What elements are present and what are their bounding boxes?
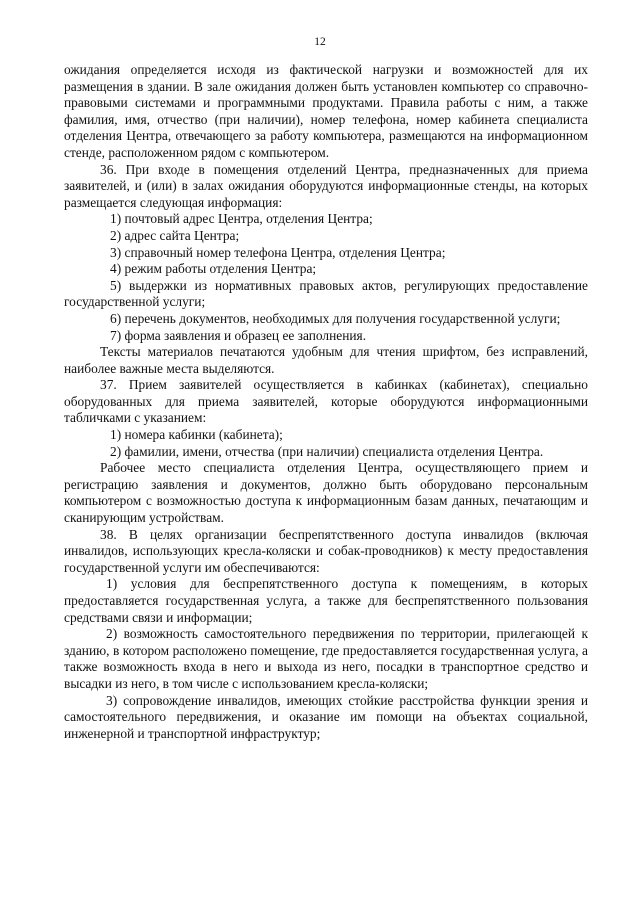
page-number: 12 (314, 36, 326, 48)
clause-36-item-4: 4) режим работы отделения Центра; (110, 261, 317, 277)
clause-37-item-2: 2) фамилии, имени, отчества (при наличии) специалиста отделения Центра. (110, 443, 544, 459)
paragraph-continuation: ожидания определяется исходя из фактической нагрузки и возможностей для их размещения в здании. В зале ожидания должен быть установлен компьютер со справочно-правовыми системами и программными продуктами. Правила работы с ним, а также фамилия, имя, отчество (при наличии), номер телефона, номер кабинета специалиста отделения Центра, отвечающего за работу компьютера, размещаются на информационном стенде, расположенном рядом с компьютером. (64, 62, 588, 160)
clause-36-item-6: 6) перечень документов, необходимых для получения государственной услуги; (110, 310, 561, 326)
clause-36-note: Тексты материалов печатаются удобным для чтения шрифтом, без исправлений, наиболее важные места выделяются. (64, 344, 588, 376)
clause-37: 37. Прием заявителей осуществляется в кабинках (кабинетах), специально оборудованных для приема заявителей, которые оборудуются информационными табличками с указанием: (64, 377, 588, 426)
clause-36-item-5: 5) выдержки из нормативных правовых актов, регулирующих предоставление государственной услуги; (64, 277, 588, 310)
clause-37-item-1: 1) номера кабинки (кабинета); (110, 427, 283, 443)
clause-36-item-3: 3) справочный номер телефона Центра, отделения Центра; (110, 244, 446, 260)
clause-38-item-3: 3) сопровождение инвалидов, имеющих стойкие расстройства функции зрения и самостоятельного передвижения, и оказание им помощи на объектах социальной, инженерной и транспортной инфраструктур; (64, 692, 588, 741)
document-body (64, 62, 588, 742)
clause-38: 38. В целях организации беспрепятственного доступа инвалидов (включая инвалидов, использующих кресла-коляски и собак-проводников) к месту предоставления государственной услуги им обеспечиваются: (64, 526, 588, 575)
clause-36-item-7: 7) форма заявления и образец ее заполнения. (110, 327, 367, 343)
clause-38-item-2: 2) возможность самостоятельного передвижения по территории, прилегающей к зданию, в котором расположено помещение, где предоставляется государственная услуга, а также возможность входа в него и выхода из него, посадки в транспортное средство и высадки из него, в том числе с использованием кресла-коляски; (64, 626, 588, 691)
clause-38-item-1: 1) условия для беспрепятственного доступа к помещениям, в которых предоставляется государственная услуга, а также для беспрепятственного пользования средствами связи и информации; (64, 576, 588, 625)
clause-36-item-2: 2) адрес сайта Центра; (110, 227, 240, 243)
clause-37-workplace: Рабочее место специалиста отделения Центра, осуществляющего прием и регистрацию заявления и документов, должно быть оборудовано персональным компьютером с возможностью доступа к информационным базам данных, печатающим и сканирующим устройствам. (64, 460, 588, 526)
clause-36-item-1: 1) почтовый адрес Центра, отделения Центра; (110, 211, 373, 227)
clause-36: 36. При входе в помещения отделений Центра, предназначенных для приема заявителей, и (или) в залах ожидания оборудуются информационные стенды, на которых размещается следующая информация: (64, 161, 588, 210)
